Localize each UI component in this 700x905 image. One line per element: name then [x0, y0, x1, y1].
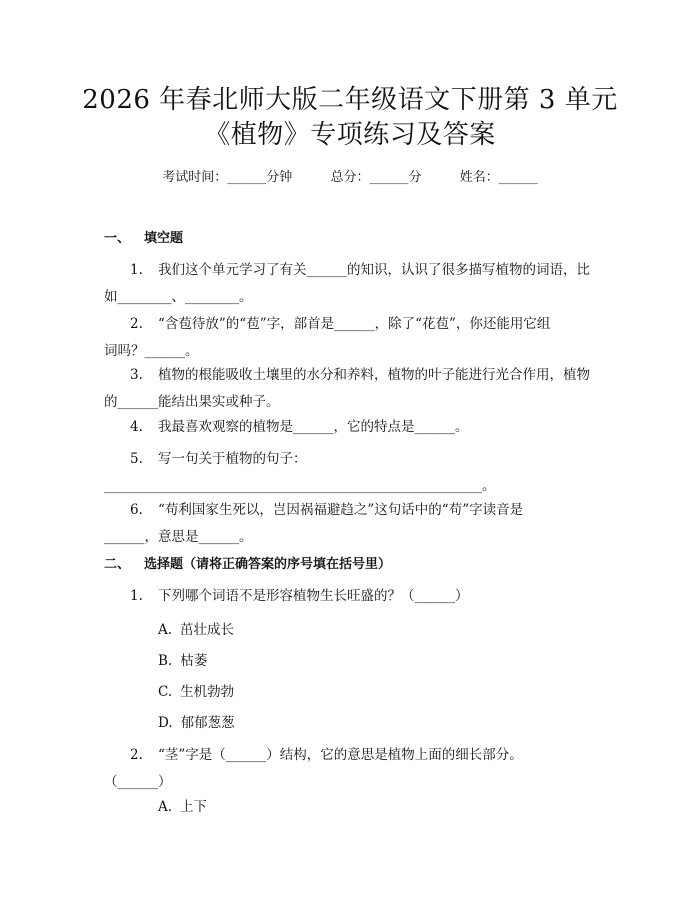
section-1-heading [104, 230, 183, 248]
section-2-title: 选择题（请将正确答案的序号填在括号里） [144, 557, 392, 572]
question-text: 植物的根能吸收土壤里的水分和养料，植物的叶子能进行光合作用，植物 [158, 367, 590, 383]
option-text: 生机勃勃 [180, 684, 235, 700]
exam-time: 考试时间：______分钟 [162, 170, 293, 185]
option-text: 上下 [180, 799, 208, 815]
section-2-number: 二、 [104, 557, 131, 572]
question-text: 我们这个单元学习了有关______的知识，认识了很多描写植物的词语，比 [158, 262, 590, 278]
section-2-heading [104, 556, 391, 574]
fill-question-2 [104, 311, 594, 365]
choice-question-2 [104, 742, 594, 796]
question-text: “含苞待放”的“苞”字，部首是______，除了“花苞”，你还能用它组 [158, 316, 551, 332]
question-text-cont: （______） [104, 774, 172, 790]
question-text-cont: 的______能结出果实或种子。 [104, 394, 280, 410]
option-letter: B. [158, 653, 173, 669]
question-text-cont: 如________、________。 [104, 289, 253, 305]
option-letter: A. [158, 799, 173, 815]
question-text: “茎”字是（______）结构，它的意思是植物上面的细长部分。 [158, 747, 523, 763]
document-title-line1: 2026 年春北师大版二年级语文下册第 3 单元 [82, 85, 618, 115]
fill-question-1 [104, 257, 594, 311]
fill-question-4 [104, 414, 594, 441]
question-number: 2. [130, 316, 143, 332]
option-c [158, 683, 234, 701]
fill-question-3 [104, 362, 594, 416]
question-number: 4. [130, 419, 143, 435]
fill-question-6 [104, 497, 594, 551]
option-letter: D. [158, 715, 173, 731]
question-text: 写一句关于植物的句子： [158, 451, 307, 467]
question-text: “苟利国家生死以，岂因祸福避趋之”这句话中的“苟”字读音是 [158, 502, 524, 518]
document-title-line2: 《植物》专项练习及答案 [204, 120, 496, 150]
question-number: 3. [130, 367, 143, 383]
student-name: 姓名：______ [459, 170, 538, 185]
question-text-cont: ______，意思是______。 [104, 529, 253, 545]
question-text: 我最喜欢观察的植物是______，它的特点是______。 [158, 419, 469, 435]
option-letter: A. [158, 622, 173, 638]
question-text-cont: ________________________________________________________。 [104, 478, 496, 494]
choice-question-1 [104, 583, 594, 610]
section-1-number: 一、 [104, 231, 131, 246]
option-text: 郁郁葱葱 [180, 715, 235, 731]
option-d [158, 714, 235, 732]
question-text-cont: 词吗？______。 [104, 343, 199, 359]
option-letter: C. [158, 684, 173, 700]
option-a [158, 798, 207, 816]
option-a [158, 621, 234, 639]
option-b [158, 652, 207, 670]
question-number: 2. [130, 747, 143, 763]
option-text: 枯萎 [180, 653, 208, 669]
question-text: 下列哪个词语不是形容植物生长旺盛的？（______） [158, 588, 469, 604]
question-number: 1. [130, 588, 143, 604]
question-number: 6. [130, 502, 143, 518]
section-1-title: 填空题 [144, 231, 184, 246]
fill-question-5 [104, 446, 594, 500]
question-number: 1. [130, 262, 143, 278]
option-text: 茁壮成长 [180, 622, 235, 638]
total-score: 总分：______分 [330, 170, 422, 185]
exam-info [0, 169, 700, 187]
question-number: 5. [130, 451, 143, 467]
